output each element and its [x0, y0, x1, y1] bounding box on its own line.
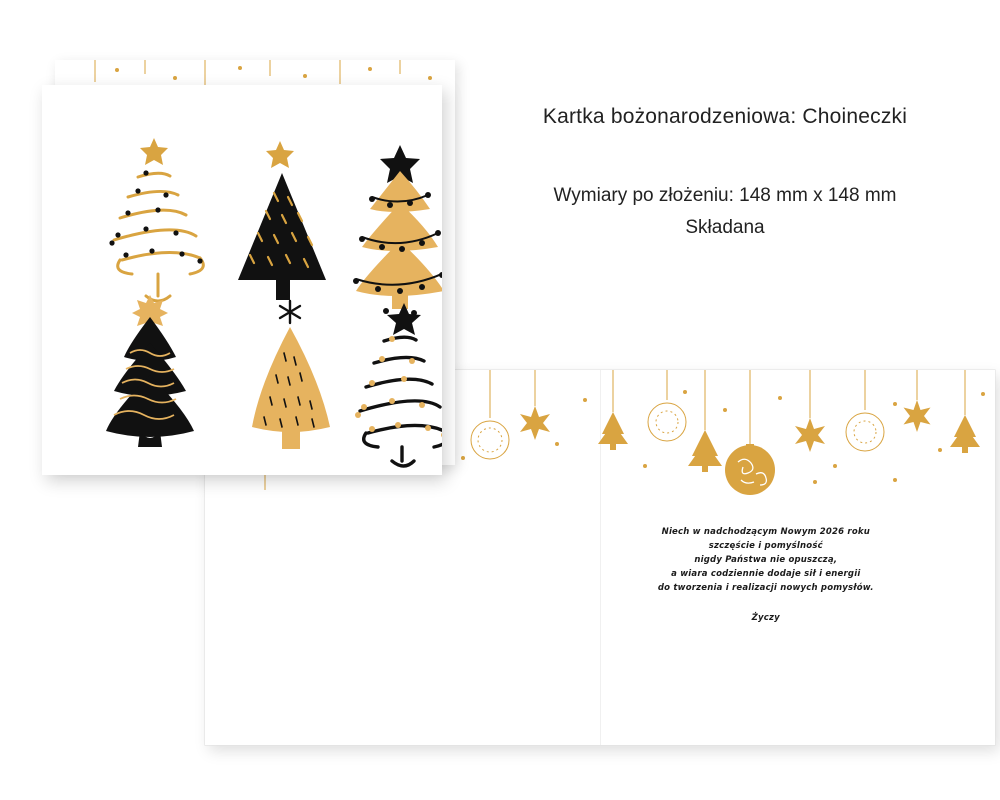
greeting-signature: Życzy	[751, 613, 780, 624]
greeting-line-5: do tworzenia i realizacji nowych pomysłów.	[657, 583, 874, 594]
inside-greeting-text	[616, 525, 916, 625]
product-fold-type: Składana	[685, 217, 765, 238]
greeting-line-3: nigdy Państwa nie opuszczą,	[694, 555, 838, 566]
card-fold-line	[600, 370, 601, 745]
product-description	[460, 105, 990, 239]
page-title: Kartka bożonarodzeniowa: Choineczki	[542, 105, 908, 128]
christmas-trees-illustration-icon	[42, 85, 442, 475]
greeting-line-1: Niech w nadchodzącym Nowym 2026 roku	[661, 527, 870, 537]
greeting-line-4: a wiara codziennie dodaje sił i energii	[671, 569, 861, 580]
card-front-cover	[42, 85, 442, 475]
product-dimensions: Wymiary po złożeniu: 148 mm x 148 mm	[553, 185, 897, 206]
greeting-line-2: szczęście i pomyślność	[708, 541, 823, 552]
